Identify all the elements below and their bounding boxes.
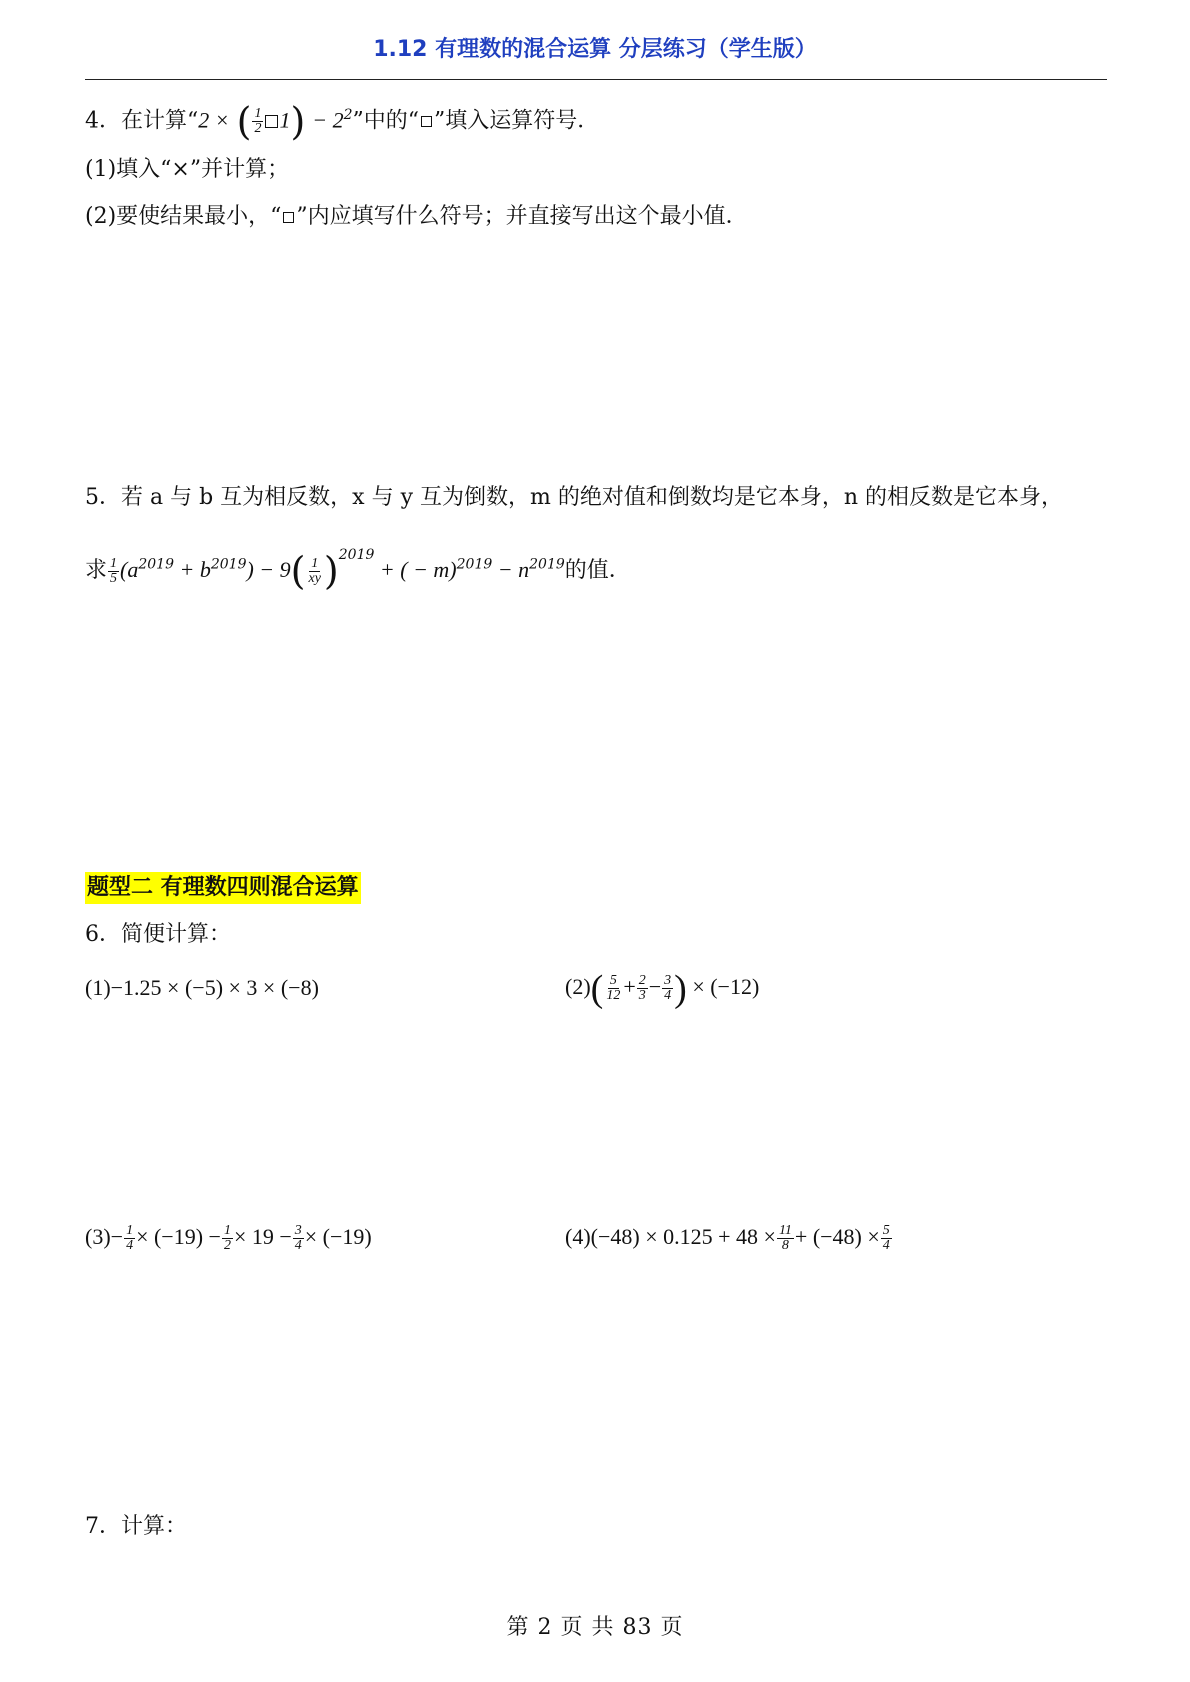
- q5-prefix: 求: [85, 558, 108, 583]
- q5-suffix: 的值．: [564, 558, 631, 583]
- question-6-part-2: (2)( $\frac{5}{12}$ + $\frac{2}{3}$ − $\frac{3}{4}$ ) × (−12): [565, 967, 760, 1010]
- q4-right-paren: ): [290, 99, 306, 144]
- fraction-numerator: 5: [609, 973, 617, 989]
- question-4-prompt: [85, 99, 600, 144]
- fraction-denominator: 5: [110, 570, 118, 586]
- fraction: [662, 974, 673, 1003]
- q4-expr-b: 1: [279, 107, 291, 133]
- part-label: (2): [565, 974, 591, 999]
- expression-segment: × 19 −: [233, 1224, 292, 1249]
- operator-placeholder-box: [265, 115, 278, 128]
- fraction-numerator: 1: [311, 555, 319, 571]
- fraction: [604, 974, 622, 1003]
- part-label: (4)(−48) × 0.125 + 48 ×: [565, 1224, 776, 1249]
- fraction-numerator: 5: [882, 1223, 890, 1239]
- question-5-condition: 5．若 a 与 b 互为相反数，x 与 y 互为倒数，m 的绝对值和倒数均是它本身，n 的相反数是它本身，: [85, 485, 1064, 510]
- fraction-denominator: 2: [223, 1238, 231, 1254]
- fraction-numerator: 11: [778, 1223, 792, 1239]
- fraction: [637, 974, 648, 1003]
- fraction: [881, 1224, 892, 1253]
- fraction: [124, 1224, 135, 1253]
- operator-placeholder-box: [283, 212, 294, 223]
- q4-expr-c: − 2: [312, 107, 344, 133]
- left-paren: (: [590, 967, 604, 1010]
- fraction-denominator: 4: [294, 1238, 302, 1254]
- fraction-denominator: 12: [606, 988, 621, 1004]
- q5-term-1: (a: [120, 557, 139, 582]
- question-6-part-3: [85, 1222, 372, 1253]
- q4-intro-tail: ”填入运算符号．: [434, 108, 600, 134]
- fraction-numerator: 1: [126, 1223, 134, 1239]
- fraction-numerator: 1: [254, 105, 262, 121]
- fraction-denominator: 3: [638, 988, 646, 1004]
- q5-term-3: ) − 9: [246, 557, 291, 582]
- page-header-title: 1.12 有理数的混合运算 分层练习（学生版）: [373, 37, 817, 62]
- q4-part2-text-a: (2)要使结果最小，“: [85, 204, 282, 229]
- q5-term-4: + ( − m): [374, 557, 457, 582]
- fraction: [777, 1224, 794, 1253]
- part-tail: × (−12): [692, 974, 760, 999]
- operator-placeholder-box: [421, 116, 432, 127]
- fraction-denominator: 4: [126, 1238, 134, 1254]
- part-label: (3)−: [85, 1224, 124, 1249]
- fraction-denominator: 4: [664, 988, 672, 1004]
- expression-segment: + (−48) ×: [794, 1224, 880, 1249]
- fraction-denominator: 4: [882, 1238, 890, 1254]
- right-paren: ): [674, 967, 687, 1010]
- q5-right-paren: ): [323, 549, 339, 593]
- expression-segment: × (−19): [304, 1224, 372, 1249]
- q4-left-paren: (: [236, 99, 252, 144]
- header-divider: [85, 79, 1107, 80]
- fraction-numerator: 2: [638, 973, 646, 989]
- fraction-numerator: 1: [110, 555, 118, 571]
- section-heading-type-2: 题型二 有理数四则混合运算: [85, 872, 361, 904]
- q5-coefficient-fraction: [108, 557, 119, 586]
- q5-exponent: 2019: [456, 556, 493, 573]
- q4-part2-text-b: ”内应填写什么符号；并直接写出这个最小值．: [296, 204, 748, 229]
- q4-intro-prefix: 4．在计算“: [85, 108, 199, 134]
- q4-exponent: 2: [343, 107, 353, 123]
- q5-exponent: 2019: [210, 556, 247, 573]
- q5-exponent: 2019: [138, 556, 174, 573]
- page-footer: 第 2 页 共 83 页: [506, 1615, 684, 1640]
- fraction-numerator: 3: [664, 973, 672, 989]
- fraction-numerator: 1: [223, 1223, 231, 1239]
- fraction: [222, 1224, 233, 1253]
- question-6-title: 6．简便计算：: [85, 922, 231, 947]
- q5-exponent: 2019: [338, 547, 375, 563]
- q5-term-5: − n: [492, 557, 530, 582]
- q4-fraction-half: [252, 107, 263, 136]
- question-6-part-1: (1)−1.25 × (−5) × 3 × (−8): [85, 975, 319, 1000]
- question-7-title: 7．计算：: [85, 1514, 187, 1539]
- fraction-denominator: xy: [308, 570, 321, 586]
- fraction-denominator: 2: [254, 120, 262, 136]
- fraction: [293, 1224, 304, 1253]
- question-5-expression: [85, 540, 631, 593]
- fraction-denominator: 8: [781, 1238, 789, 1254]
- q4-intro-suffix: ”中的“: [352, 108, 420, 134]
- expression-segment: × (−19) −: [136, 1224, 221, 1249]
- q4-expr-a: 2 ×: [198, 107, 230, 133]
- question-6-part-4: [565, 1222, 893, 1253]
- question-4-part-2: [85, 202, 748, 232]
- q5-term-2: + b: [173, 557, 211, 582]
- question-4-part-1: (1)填入“×”并计算；: [85, 157, 290, 182]
- fraction-numerator: 3: [294, 1223, 302, 1239]
- q5-left-paren: (: [290, 549, 306, 593]
- q5-inverse-fraction: [306, 557, 322, 586]
- q5-exponent: 2019: [529, 556, 565, 573]
